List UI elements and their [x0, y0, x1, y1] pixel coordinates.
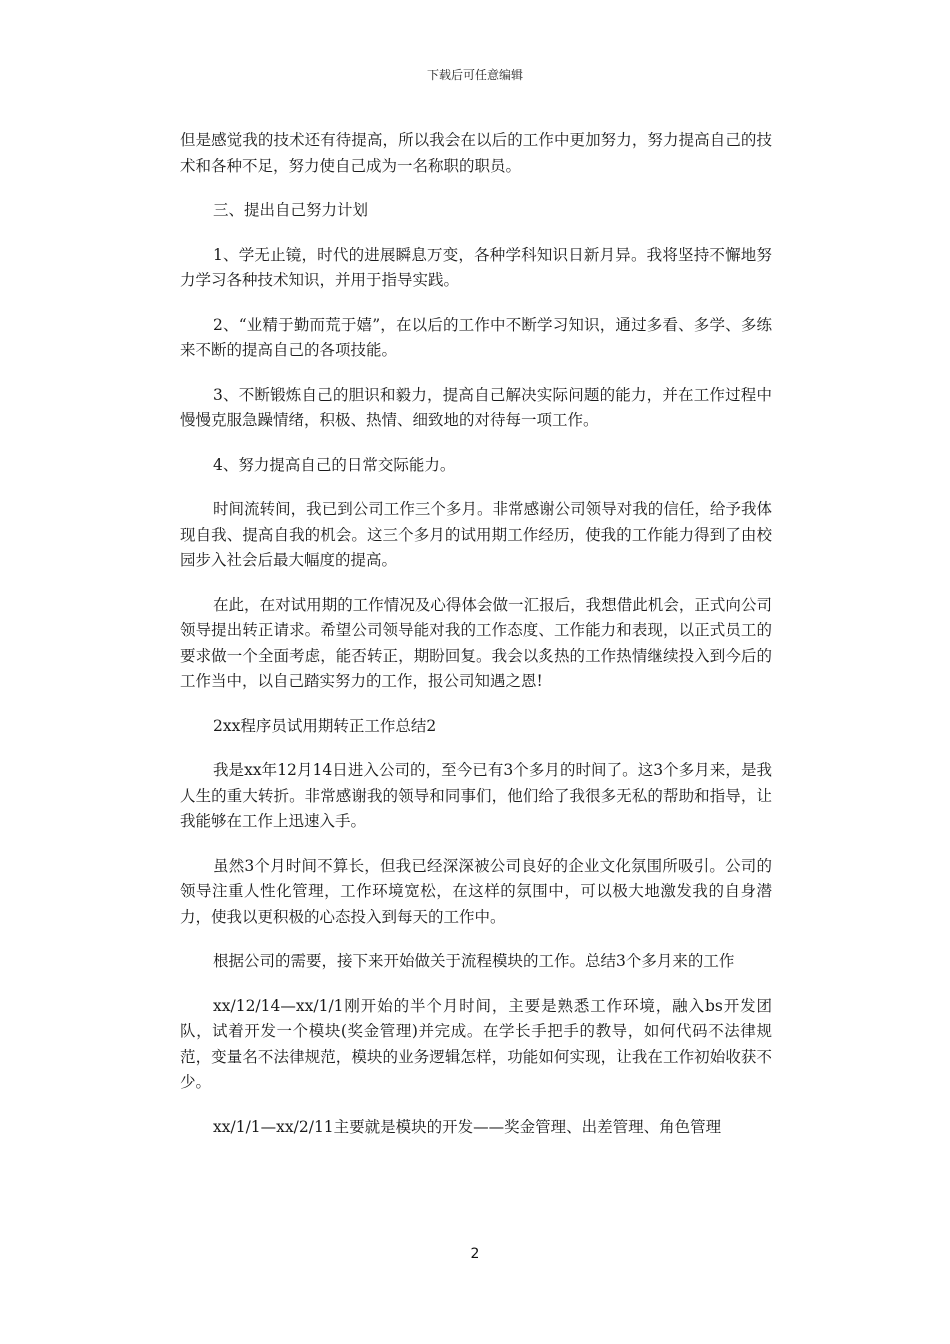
paragraph: 时间流转间，我已到公司工作三个多月。非常感谢公司领导对我的信任，给予我体现自我、提高自我的机会。这三个多月的试用期工作经历，使我的工作能力得到了由校园步入社会后最大幅度的提高。 [180, 500, 772, 569]
paragraph: xx/1/1—xx/2/11主要就是模块的开发——奖金管理、出差管理、角色管理 [213, 1117, 722, 1136]
document-body [180, 128, 772, 1159]
paragraph: 2、“业精于勤而荒于嬉”，在以后的工作中不断学习知识，通过多看、多学、多练来不断的提高自己的各项技能。 [180, 315, 772, 359]
paragraph: 虽然3个月时间不算长，但我已经深深被公司良好的企业文化氛围所吸引。公司的领导注重人性化管理，工作环境宽松，在这样的氛围中，可以极大地激发我的自身潜力，使我以更积极的心态投入到每天的工作中。 [180, 856, 772, 926]
page-header: 下载后可任意编辑 [426, 68, 523, 82]
paragraph: 3、不断锻炼自己的胆识和毅力，提高自己解决实际问题的能力，并在工作过程中慢慢克服急躁情绪，积极、热情、细致地的对待每一项工作。 [180, 385, 772, 429]
paragraph: 但是感觉我的技术还有待提高，所以我会在以后的工作中更加努力，努力提高自己的技术和各种不足，努力使自己成为一名称职的职员。 [180, 131, 772, 175]
section-heading: 三、提出自己努力计划 [213, 201, 369, 219]
paragraph: xx/12/14—xx/1/1刚开始的半个月时间，主要是熟悉工作环境，融入bs开发团队，试着开发一个模块(奖金管理)并完成。在学长手把手的教导，如何代码不法律规范，变量名不法律规范，模块的业务逻辑怎样，功能如何实现，让我在工作初始收获不少。 [180, 996, 772, 1091]
paragraph: 4、努力提高自己的日常交际能力。 [213, 455, 456, 474]
paragraph: 我是xx年12月14日进入公司的，至今已有3个多月的时间了。这3个多月来，是我人生的重大转折。非常感谢我的领导和同事们，他们给了我很多无私的帮助和指导，让我能够在工作上迅速入手。 [180, 761, 772, 830]
section-heading: 2xx程序员试用期转正工作总结2 [213, 716, 437, 735]
paragraph: 根据公司的需要，接下来开始做关于流程模块的工作。总结3个多月来的工作 [213, 952, 735, 970]
page-number: 2 [470, 1246, 480, 1262]
paragraph: 1、学无止镜，时代的进展瞬息万变，各种学科知识日新月异。我将坚持不懈地努力学习各种技术知识，并用于指导实践。 [180, 245, 772, 289]
paragraph: 在此，在对试用期的工作情况及心得体会做一汇报后，我想借此机会，正式向公司领导提出转正请求。希望公司领导能对我的工作态度、工作能力和表现，以正式员工的要求做一个全面考虑，能否转正，期盼回复。我会以炙热的工作热情继续投入到今后的工作当中，以自己踏实努力的工作，报公司知遇之恩! [180, 595, 772, 690]
